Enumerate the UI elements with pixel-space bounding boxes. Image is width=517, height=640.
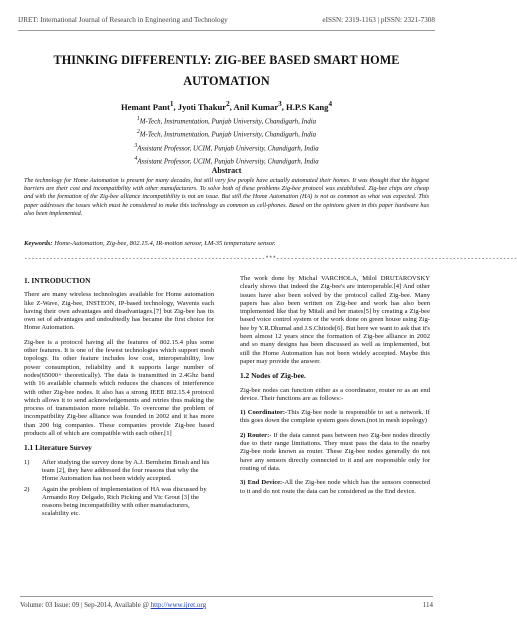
journal-link[interactable]: http://www.ijret.org — [150, 601, 207, 609]
author-sup: 3 — [278, 100, 282, 108]
end-device-label: 3) End Device:- — [240, 479, 285, 487]
author-name: Hemant Pant — [120, 101, 170, 112]
author-list: Hemant Pant$^1$, Jyoti Thakur$^2$, Anil Kumar$^3$, H.P.S Kang$^4$ — [120, 100, 333, 112]
intro-heading: 1. INTRODUCTION — [24, 276, 91, 285]
right-column — [240, 275, 430, 502]
left-column — [24, 275, 214, 521]
list-text: After studying the survey done by A.J. Bernheim Brush and his team [2], they have addressed the four reasons that why the Home Automation has not been widely accepted. — [42, 458, 210, 483]
affiliation-sup: 2 — [136, 129, 140, 136]
affiliation-sup: 1 — [136, 116, 140, 122]
author-sup: 1 — [169, 100, 174, 108]
end-device-text: All the Zig-bee node which has the sensors connected to it and do not route the data can be considered as the End device. — [240, 479, 430, 495]
affiliation — [40, 141, 413, 154]
affiliation-text: M-Tech, Instrumentation, Punjab University, Chandigarh, India — [139, 118, 317, 126]
list-text: Again the problem of implementation of HA was discussed by Armando Roy Delgado, Rich Picking and Vic Grout [3] the reasons being incompatibility with other manufacturers, scalability etc. — [42, 485, 207, 518]
journal-header — [18, 16, 435, 31]
affiliation-text: Assistant Professor, UCIM, Punjab University, Chandigarh, India — [137, 144, 319, 152]
affiliation-sup: 3 — [134, 142, 138, 149]
author-name: Anil Kumar — [233, 101, 279, 112]
keywords-text: Home-Automation, Zig-bee, 802.15.4, IR-motion sensor, LM-35 temperature sensor. — [54, 240, 276, 247]
list-item — [24, 459, 214, 484]
end-device-paragraph — [240, 479, 430, 496]
literature-list — [24, 459, 214, 519]
abstract-heading: Abstract — [211, 166, 242, 175]
affiliation-text: M-Tech, Instrumentation, Punjab University, Chandigarh, India — [139, 131, 317, 139]
nodes-heading: 1.2 Nodes of Zig-bee. — [240, 371, 306, 381]
coordinator-paragraph — [240, 409, 430, 426]
intro-paragraph-2: Zig-bee is a protocol having all the features of 802.15.4 plus some other features. It is one of the fewest technologies which support mesh topology. Its other feature includes low cost, interoperability, low power consumption, reliability and it supports large number of nodes(65000+ theoretically). The data is transmitted in 2.4Ghz band with 16 available channels which reduces the chances of interference with other Zig-bee nodes. It also has a strong IEEE 802.15.4 protocol which allows it to send acknowledgements and retries thus making the process of transmission more reliable. To overcome the problem of incompatibility Zig-bee alliance was founded in 2002 and it has more than 200 big companies. These companies provide Zig-bee based products all of which are compatible with each other.[1] — [24, 338, 214, 438]
page-footer — [20, 596, 433, 613]
intro-paragraph-1: There are many wireless technologies available for Home automation like Z-Wave, Zig-bee, INSTEON, IP-based technology, Wavenis each having their own advantages and disadvantages.[7] but Zig-bee has its own set of advantages and undoubtedly has became the first choice for Home Automation. — [24, 291, 214, 332]
author-name: H.P.S Kang — [286, 101, 329, 112]
nodes-intro: Zig-bee nodes can function either as a coordinator, router or as an end device. Their functions are as follows:- — [240, 386, 430, 402]
related-work-paragraph: The work done by Michal VARCHOLA, Milol DRUTAROVSKY clearly shows that indeed the Zig-bee's are interoperable.[4] And other issues have also been solved by the protocol called Zig-bee. Many papers has also been written on Zig-bee and work has also been implemented like that by Mitali and her mates[5] by creating a Zig-bee based voice control system or the work done on green house using Zig-bee by Y.R.Dhumal and J.S.Chitode[6]. But here we want to ask that it's been almost 12 years since the formation of Zig-bee alliance in 2002 and so many designs has been discussed as well as implemented, but still the Home Automation has not been widely accepted. Maybe this paper may provide the answer. — [240, 275, 430, 365]
coordinator-text: This Zig-bee node is responsible to set a network. If this goes down the complete system goes down.(not in mesh topology) — [240, 409, 430, 425]
literature-heading: 1.1 Literature Survey — [24, 443, 92, 453]
affiliation-list — [40, 114, 413, 167]
affiliation-sup: 4 — [134, 155, 138, 162]
affiliation — [40, 114, 413, 127]
affiliation — [40, 127, 413, 140]
footer-volume — [20, 601, 206, 613]
abstract-body: The technology for Home Automation is present for many decades, but still very few people have actually automated their homes. It was thought that the biggest barriers are their cost and incompatibility with other manufacturers. To solve both of these problems Zig-bee protocol was established. Zig-bee chips are cheap and with the formation of the Zig-bee alliance incompatibility is not an issue. But still the Home Automation (HA) is not as common as what was expected. This paper addresses the issues which must be considered to make this technology as common as cell-phones. Based on the opinions given in this paper hardware has also been implemented. — [24, 177, 429, 217]
router-text: If the data cannot pass between two Zig-bee nodes directly due to their range limitations. They must pass the data to the nearby Zig-bee node known as router. These Zig-bee nodes generally do not have any sensors directly connected to it and are responsible only for routing of data. — [240, 431, 431, 472]
journal-name: IJRET: International Journal of Research in Engineering and Technology — [18, 16, 228, 24]
keywords-label: Keywords: — [24, 240, 53, 247]
author-sup: 2 — [226, 100, 230, 108]
author-name: Jyoti Thakur — [177, 101, 227, 112]
title-line-2: AUTOMATION — [183, 74, 270, 88]
footer-volume-text: Volume: 03 Issue: 09 | Sep-2014, Available @ — [20, 601, 151, 609]
paper-title — [40, 50, 413, 92]
page-number: 114 — [422, 601, 433, 609]
issn-info: eISSN: 2319-1163 | pISSN: 2321-7308 — [322, 16, 435, 24]
list-number: 2) — [24, 485, 30, 493]
router-label: 2) Router:- — [240, 431, 272, 439]
section-divider: -------------------------------------------------------------------***------------------------------------------------------------------- — [24, 255, 517, 262]
author-sup: 4 — [328, 100, 333, 108]
coordinator-label: 1) Coordinator:- — [240, 409, 288, 417]
affiliation-text: Assistant Professor, UCIM, Punjab University, Chandigarh, India — [137, 158, 319, 166]
router-paragraph — [240, 432, 430, 473]
title-line-1: THINKING DIFFERENTLY: ZIG-BEE BASED SMART HOME — [53, 53, 400, 67]
keywords-line — [24, 240, 429, 247]
list-item — [24, 486, 214, 519]
list-number: 1) — [24, 458, 30, 466]
